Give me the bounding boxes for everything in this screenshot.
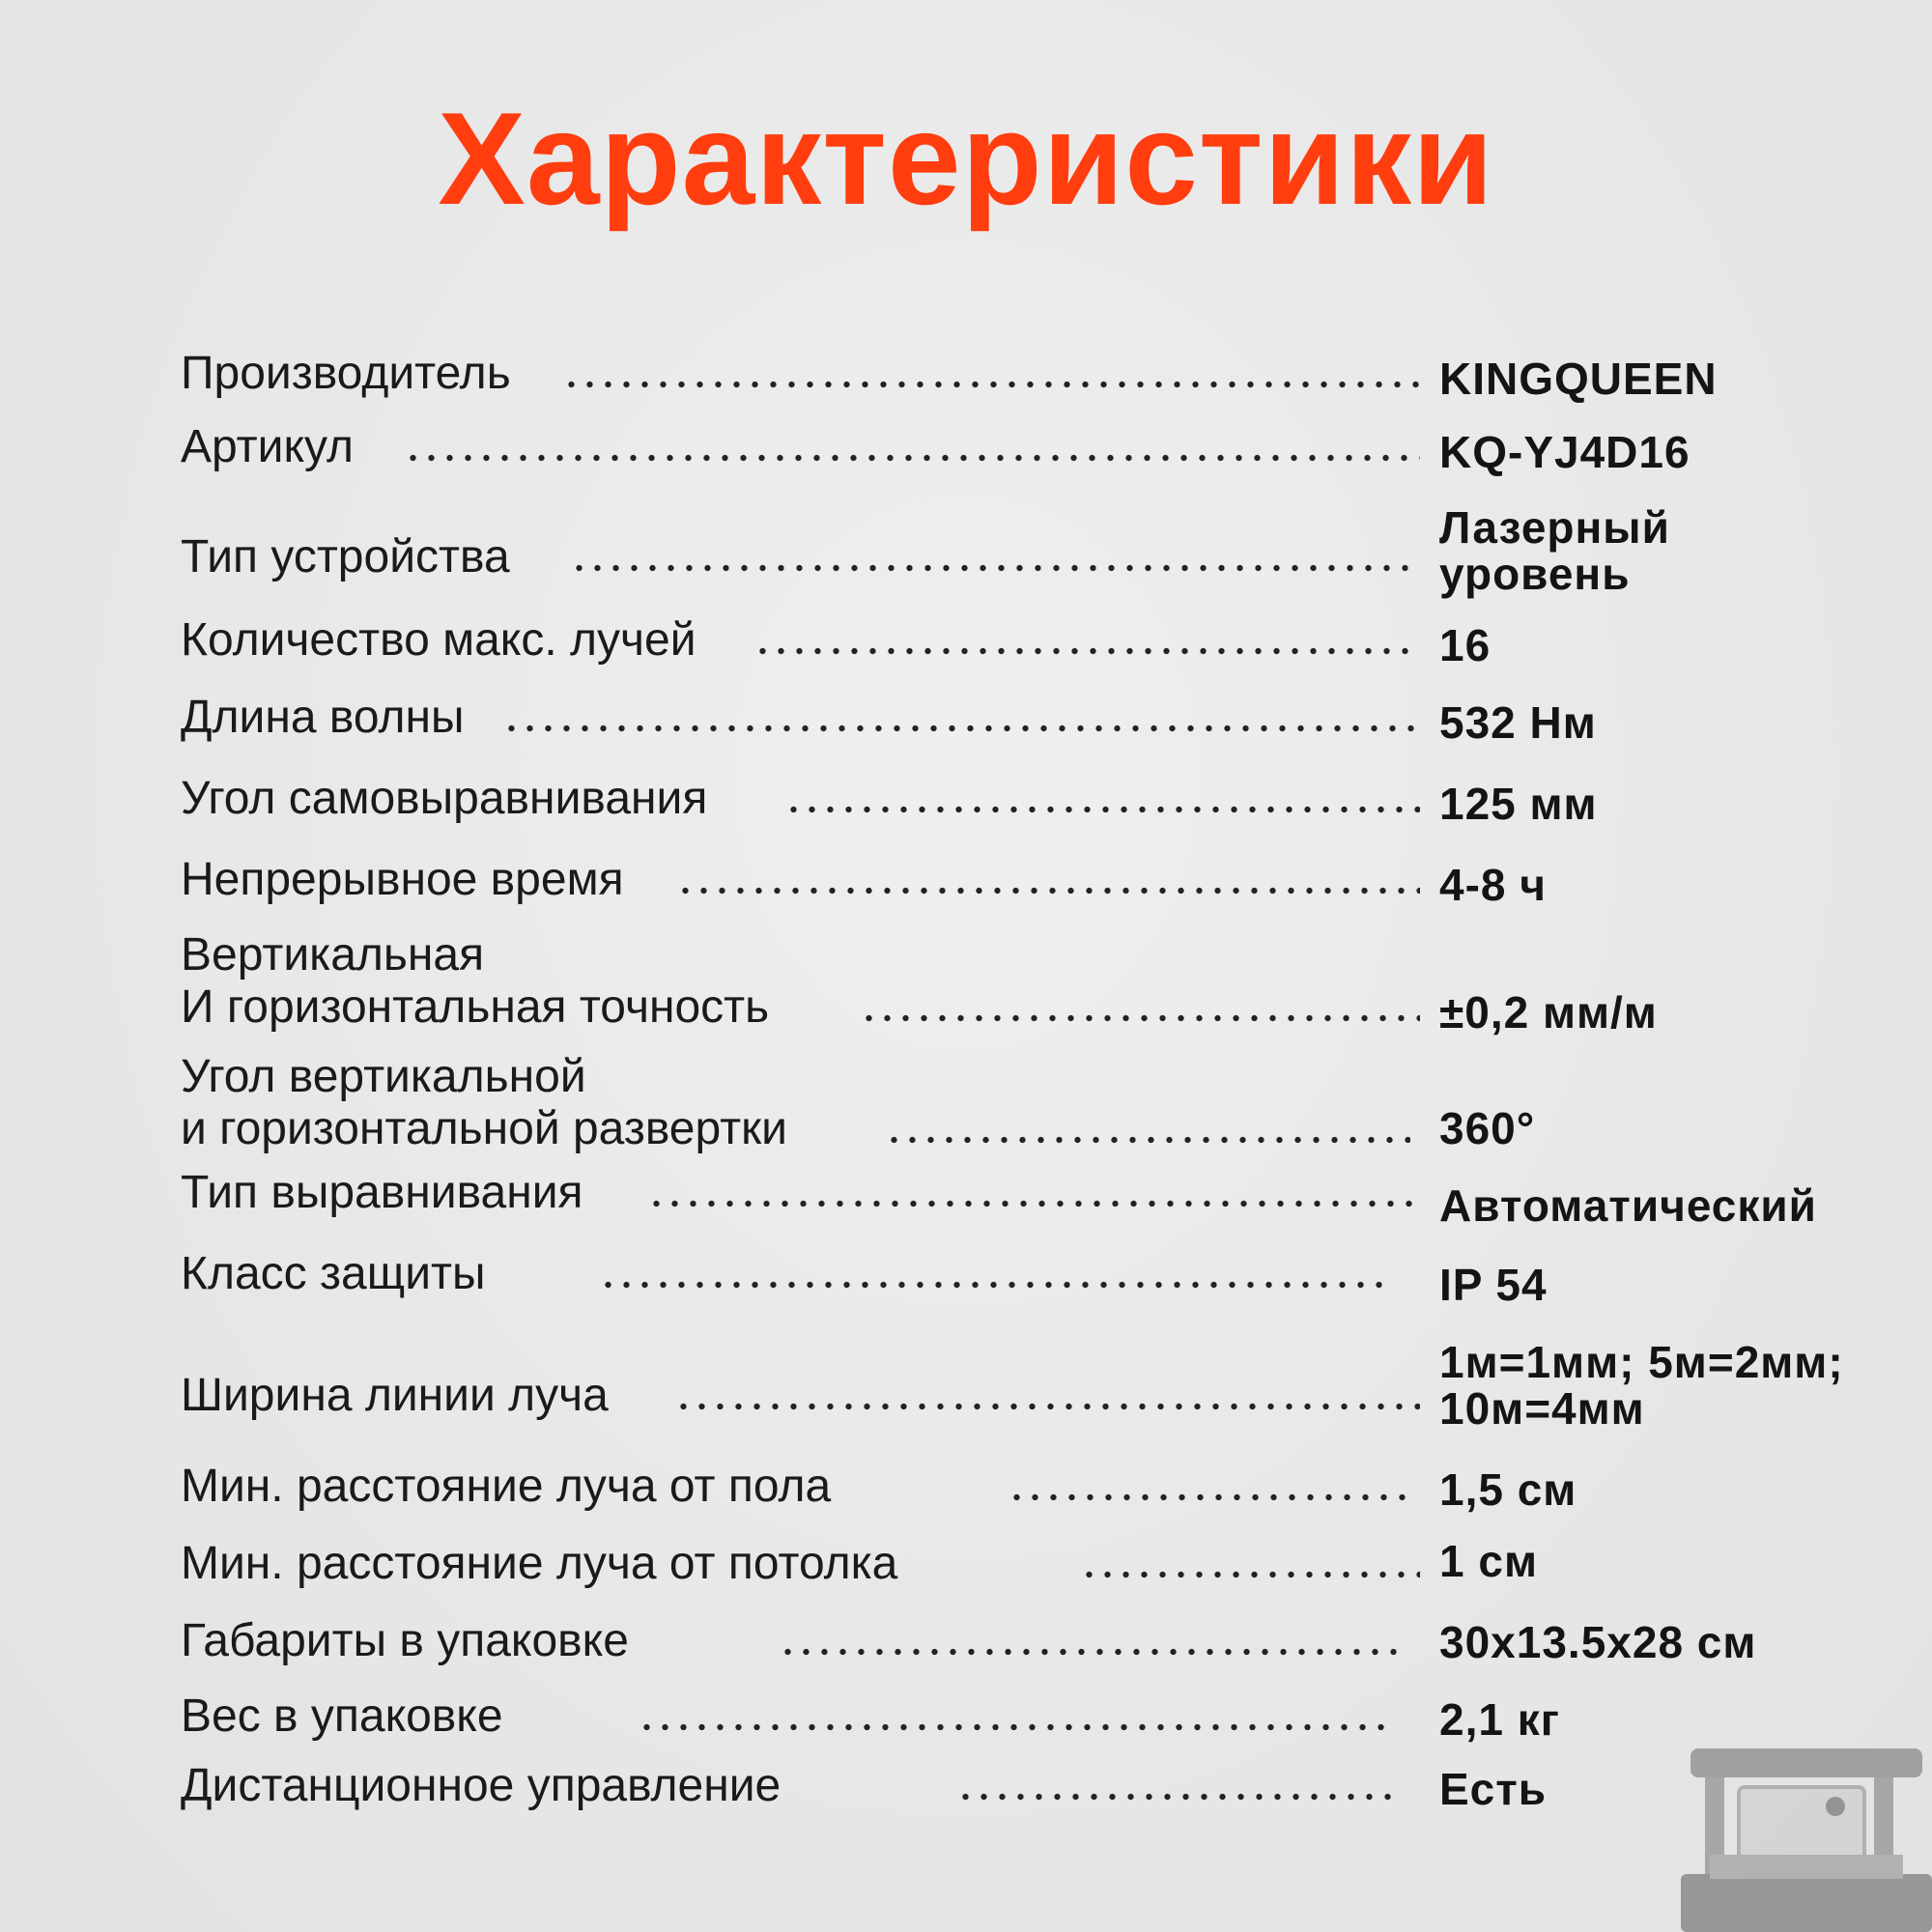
spec-label-line: Непрерывное время — [181, 854, 624, 905]
spec-value-line: 532 Нм — [1439, 697, 1597, 748]
page-title: Характеристики — [438, 85, 1494, 232]
spec-label — [181, 1760, 781, 1812]
spec-value-line: 2,1 кг — [1439, 1694, 1560, 1745]
spec-label-line: Тип устройства — [181, 531, 510, 582]
spec-value — [1439, 1766, 1547, 1812]
spec-label-line: И горизонтальная точность — [181, 981, 770, 1033]
spec-label-line: Производитель — [181, 348, 511, 399]
spec-value-line: ±0,2 мм/м — [1439, 987, 1658, 1037]
spec-value-line: 4-8 ч — [1439, 860, 1547, 910]
spec-value-line: 1 см — [1439, 1536, 1538, 1586]
spec-value-line: 30x13.5x28 см — [1439, 1617, 1757, 1667]
spec-value-line: Есть — [1439, 1764, 1548, 1814]
spec-label-line: Класс защиты — [181, 1248, 486, 1299]
spec-label-line: Угол самовыравнивания — [181, 773, 708, 824]
spec-value-line: 10м=4мм — [1439, 1383, 1645, 1434]
spec-value-line: KQ-YJ4D16 — [1439, 427, 1690, 477]
spec-label-line: Вертикальная — [181, 929, 485, 980]
spec-value-line: IP 54 — [1439, 1260, 1548, 1310]
spec-label-line: Ширина линии луча — [181, 1370, 609, 1421]
spec-label-line: Габариты в упаковке — [181, 1615, 629, 1666]
laser-level-image — [1652, 1710, 1932, 1932]
spec-label-line: Количество макс. лучей — [181, 614, 696, 666]
spec-label-line: и горизонтальной развертки — [181, 1103, 787, 1154]
spec-value-line: KINGQUEEN — [1439, 354, 1718, 404]
spec-label-line: Длина волны — [181, 692, 465, 743]
spec-label-line: Угол вертикальной — [181, 1051, 586, 1102]
spec-label-line: Артикул — [181, 421, 354, 472]
spec-row — [181, 0, 1861, 1812]
spec-value-line: Лазерный — [1439, 502, 1670, 553]
spec-value-line: 360° — [1439, 1103, 1536, 1153]
spec-value-line: уровень — [1439, 549, 1631, 599]
spec-label-line: Мин. расстояние луча от потолка — [181, 1538, 898, 1589]
dot-leader — [956, 1787, 1401, 1806]
spec-value-line: 1,5 см — [1439, 1464, 1577, 1515]
spec-label-line: Дистанционное управление — [181, 1760, 781, 1811]
spec-label-line: Тип выравнивания — [181, 1167, 583, 1218]
spec-value-line: 16 — [1439, 620, 1492, 670]
spec-label-line: Мин. расстояние луча от пола — [181, 1461, 832, 1512]
spec-label-line: Вес в упаковке — [181, 1690, 503, 1742]
spec-value-line: Автоматический — [1439, 1180, 1817, 1231]
spec-value-line: 1м=1мм; 5м=2мм; — [1439, 1337, 1844, 1387]
spec-value-line: 125 мм — [1439, 779, 1598, 829]
